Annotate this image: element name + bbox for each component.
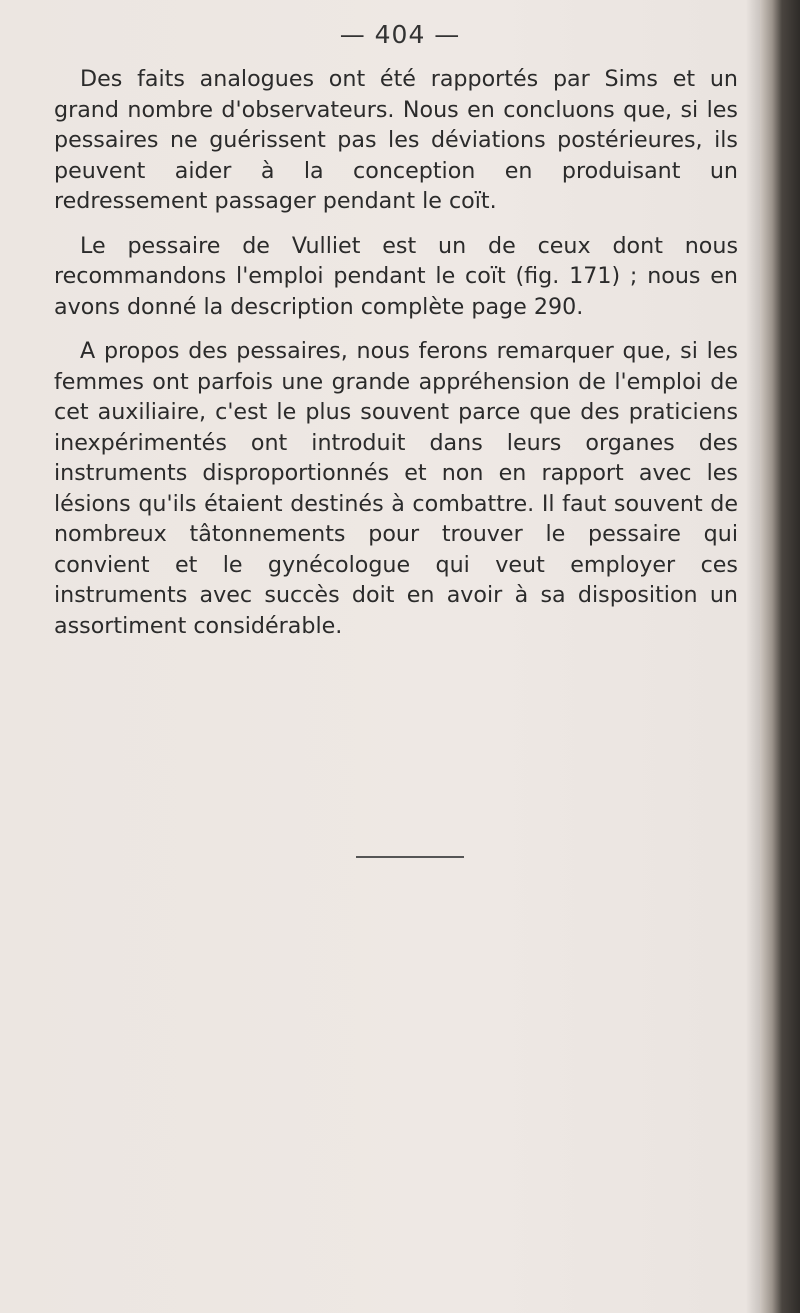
section-divider-rule — [356, 856, 464, 858]
book-spine-edge — [760, 0, 800, 1313]
page-edge-shadow — [746, 0, 760, 1313]
page-number: — 404 — — [339, 20, 461, 49]
body-text — [54, 64, 738, 655]
paragraph-2: Le pessaire de Vulliet est un de ceux dont nous recommandons l'emploi pendant le coït (fig. 171) ; nous en avons donné la description complète page 290. — [54, 232, 738, 320]
paragraph-3: A propos des pessaires, nous ferons remarquer que, si les femmes ont parfois une grande appréhension de l'emploi de cet auxiliaire, c'est le plus souvent parce que des praticiens inexpérimentés ont introduit dans leurs organes des instruments disproportionnés et non en rapport avec les lésions qu'ils étaient destinés à combattre. Il faut souvent de nombreux tâtonnements pour trouver le pessaire qui convient et le gynécologue qui veut employer ces instruments avec succès doit en avoir à sa disposition un assortiment considérable. — [54, 338, 738, 639]
paragraph-1: Des faits analogues ont été rapportés par Sims et un grand nombre d'observateurs. Nous en concluons que, si les pessaires ne guérissent pas les déviations postérieures, ils peuvent aider à la conception en produisant un redressement passager pendant le coït. — [54, 66, 738, 214]
